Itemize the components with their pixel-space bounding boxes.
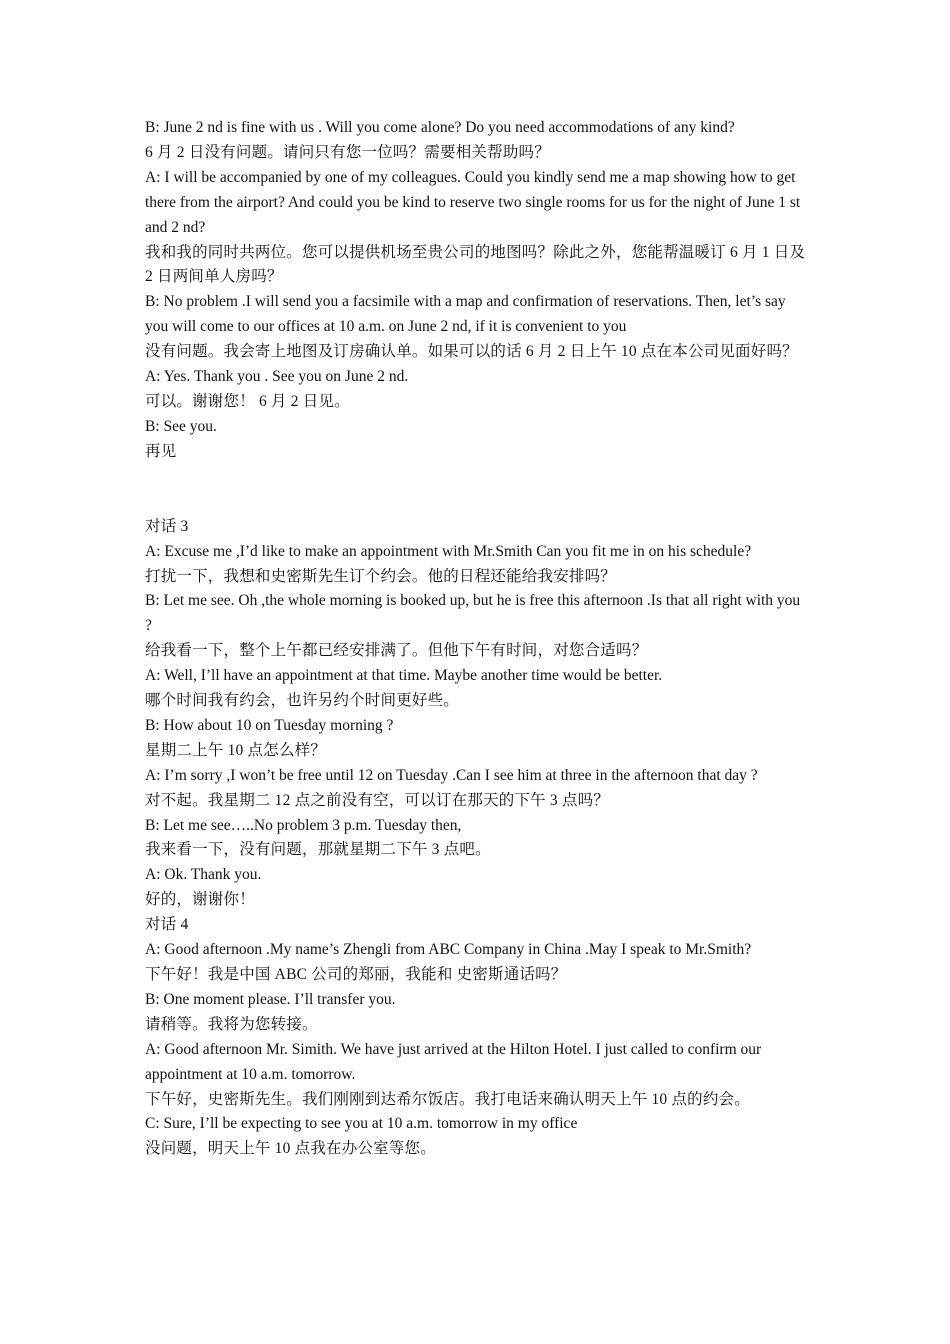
english-dialogue-line: B: See you. (145, 417, 217, 435)
english-dialogue-line: B: Let me see. Oh ,the whole morning is booked up, but he is free this afternoon .Is that all right with you ? (145, 592, 801, 635)
chinese-translation-line: 我来看一下，没有问题，那就星期二下午 3 点吧。 (145, 841, 491, 859)
chinese-translation-line: 对不起。我星期二 12 点之前没有空，可以订在那天的下午 3 点吗？ (145, 791, 610, 809)
chinese-translation-line: 哪个时间我有约会，也许另约个时间更好些。 (145, 692, 460, 710)
chinese-translation-line: 打扰一下，我想和史密斯先生订个约会。他的日程还能给我安排吗？ (145, 567, 617, 585)
document-page (145, 116, 810, 1162)
chinese-translation-line: 没有问题。我会寄上地图及订房确认单。如果可以的话 6 月 2 日上午 10 点在本公司见面好吗？ (145, 343, 798, 361)
section-gap (145, 465, 810, 515)
english-dialogue-line: A: I’m sorry ,I won’t be free until 12 on Tuesday .Can I see him at three in the afternoon that day ? (145, 766, 758, 784)
chinese-translation-line: 6 月 2 日没有问题。请问只有您一位吗？需要相关帮助吗？ (145, 143, 550, 161)
chinese-translation-line: 对话 4 (145, 916, 189, 934)
chinese-translation-line: 下午好，史密斯先生。我们刚刚到达希尔饭店。我打电话来确认明天上午 10 点的约会。 (145, 1090, 750, 1108)
english-dialogue-line: C: Sure, I’ll be expecting to see you at 10 a.m. tomorrow in my office (145, 1115, 578, 1133)
dialogue-block-3-4 (145, 515, 810, 1163)
chinese-translation-line: 对话 3 (145, 517, 189, 535)
english-dialogue-line: A: I will be accompanied by one of my colleagues. Could you kindly send me a map showing how to get there from the airport? And could you be kind to reserve two single rooms for us for the night of June 1 st and 2 nd? (145, 168, 801, 236)
english-dialogue-line: A: Good afternoon .My name’s Zhengli from ABC Company in China .May I speak to Mr.Smith? (145, 941, 752, 959)
chinese-translation-line: 星期二上午 10 点怎么样？ (145, 741, 327, 759)
english-dialogue-line: A: Ok. Thank you. (145, 866, 262, 884)
english-dialogue-line: B: One moment please. I’ll transfer you. (145, 990, 396, 1008)
chinese-translation-line: 可以。谢谢您！ 6 月 2 日见。 (145, 392, 350, 410)
chinese-translation-line: 没问题，明天上午 10 点我在办公室等您。 (145, 1140, 436, 1158)
english-dialogue-line: A: Yes. Thank you . See you on June 2 nd. (145, 368, 409, 386)
english-dialogue-line: A: Excuse me ,I’d like to make an appointment with Mr.Smith Can you fit me in on his schedule? (145, 542, 752, 560)
english-dialogue-line: B: Let me see…..No problem 3 p.m. Tuesday then, (145, 816, 462, 834)
chinese-translation-line: 我和我的同时共两位。您可以提供机场至贵公司的地图吗？除此之外，您能帮温暖订 6 月 1 日及 2 日两间单人房吗？ (145, 243, 806, 286)
dialogue-block-2 (145, 116, 810, 465)
english-dialogue-line: A: Well, I’ll have an appointment at that time. Maybe another time would be better. (145, 667, 663, 685)
chinese-translation-line: 给我看一下，整个上午都已经安排满了。但他下午有时间，对您合适吗？ (145, 642, 648, 660)
chinese-translation-line: 请稍等。我将为您转接。 (145, 1015, 318, 1033)
chinese-translation-line: 好的，谢谢你！ (145, 891, 255, 909)
english-dialogue-line: A: Good afternoon Mr. Simith. We have just arrived at the Hilton Hotel. I just called to confirm our appointment at 10 a.m. tomorrow. (145, 1040, 762, 1083)
chinese-translation-line: 下午好！我是中国 ABC 公司的郑丽，我能和 史密斯通话吗？ (145, 966, 567, 983)
chinese-translation-line: 再见 (145, 442, 177, 460)
english-dialogue-line: B: How about 10 on Tuesday morning ? (145, 716, 394, 734)
english-dialogue-line: B: June 2 nd is fine with us . Will you come alone? Do you need accommodations of any kind? (145, 119, 735, 136)
english-dialogue-line: B: No problem .I will send you a facsimile with a map and confirmation of reservations. Then, let’s say you will come to our offices at 10 a.m. on June 2 nd, if it is convenient to you (145, 293, 786, 336)
